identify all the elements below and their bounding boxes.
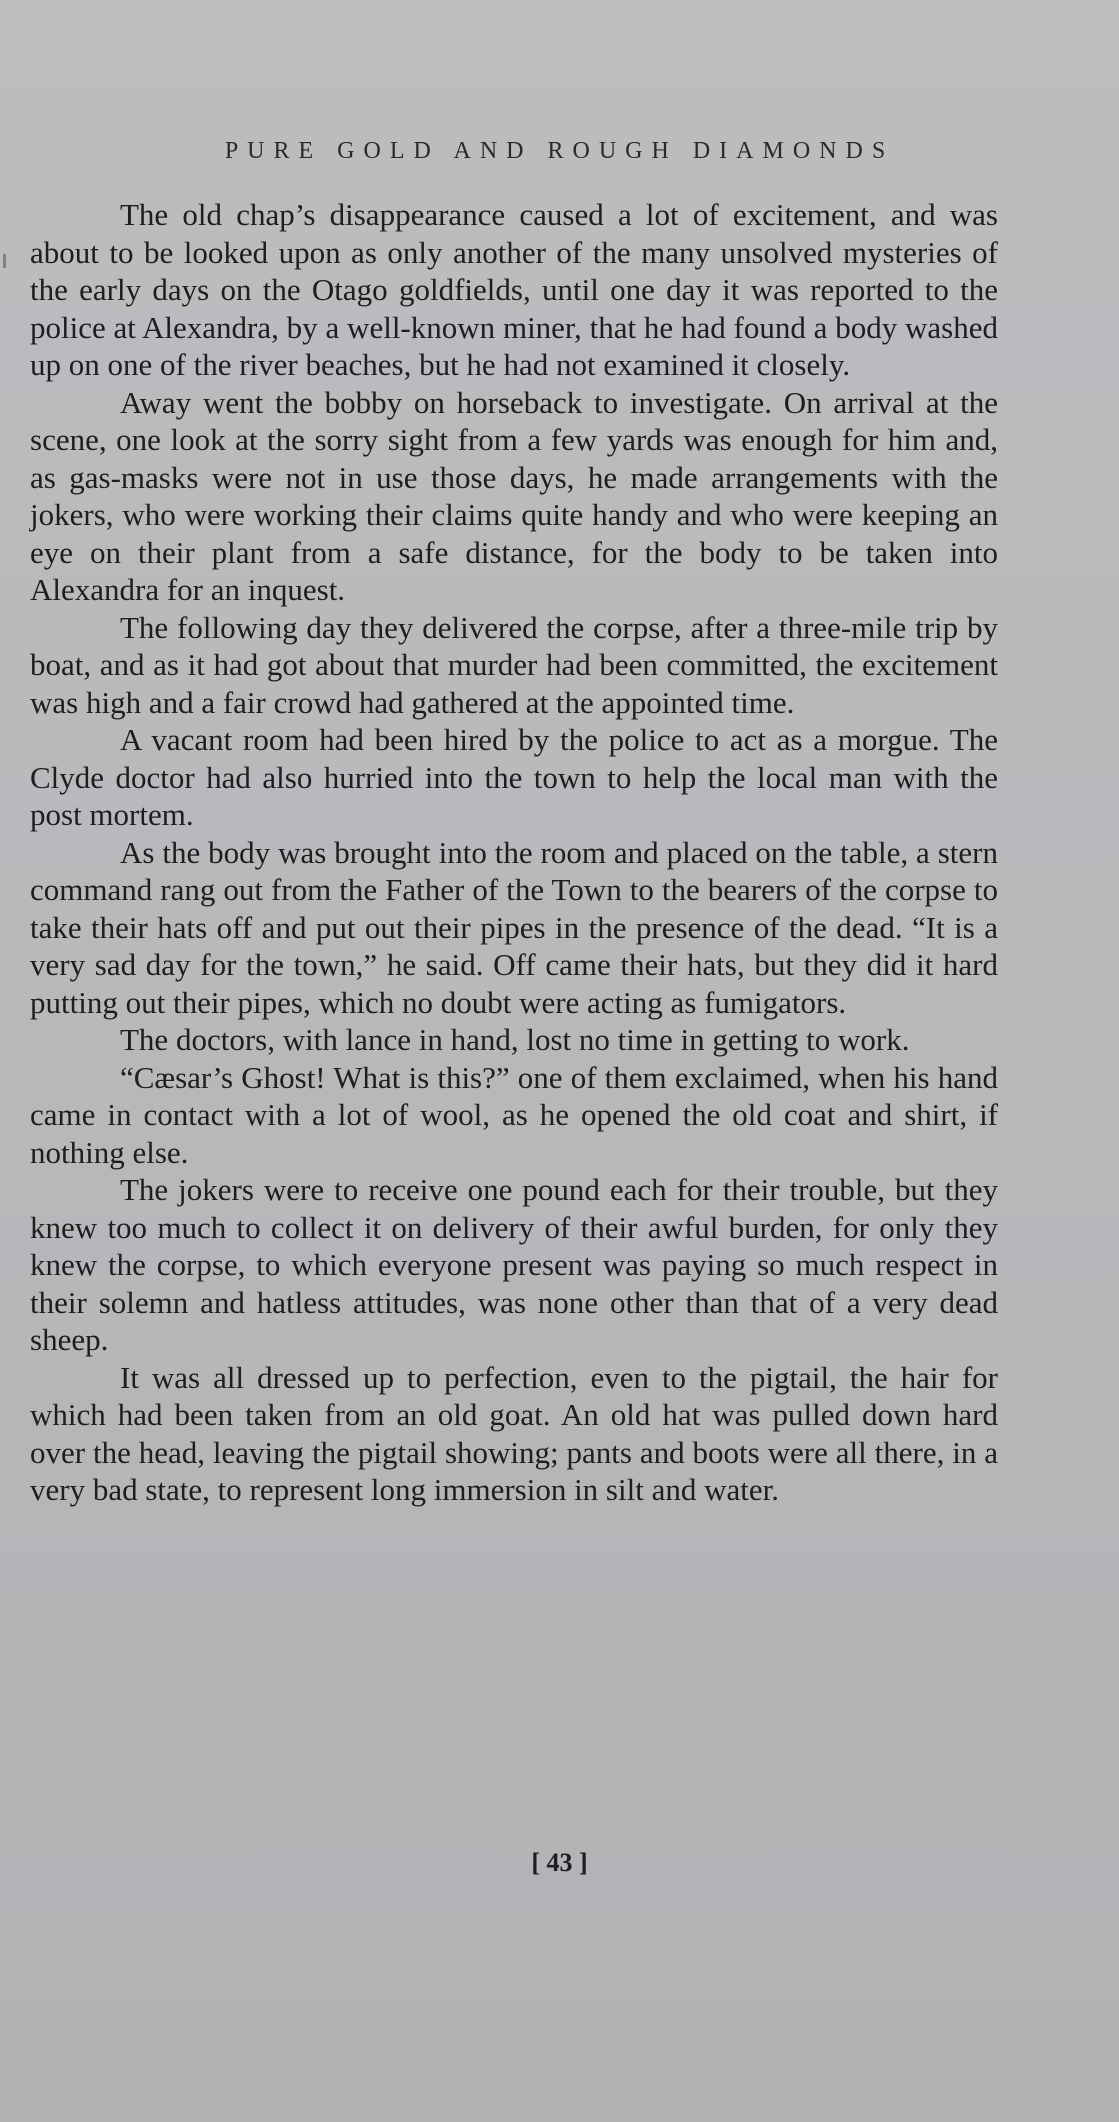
margin-mark [3, 254, 6, 268]
page-number: [ 43 ] [531, 1848, 588, 1877]
paragraph: “Cæsar’s Ghost! What is this?” one of them exclaimed, when his hand came in contact with a lot of wool, as he opened the old coat and shirt, if nothing else. [30, 1059, 998, 1170]
body-text [30, 196, 998, 1509]
paragraph: The jokers were to receive one pound each for their trouble, but they knew too much to collect it on delivery of their awful burden, for only they knew the corpse, to which everyone present was paying so much respect in their solemn and hatless attitudes, was none other than that of a very dead sheep. [30, 1172, 998, 1357]
paragraph: The following day they delivered the corpse, after a three-mile trip by boat, and as it had got about that murder had been committed, the excitement was high and a fair crowd had gathered at the appointed time. [30, 609, 998, 720]
paragraph: As the body was brought into the room and placed on the table, a stern command rang out from the Father of the Town to the bearers of the corpse to take their hats off and put out their pipes in the presence of the dead. “It is a very sad day for the town,” he said. Off came their hats, but they did it hard putting out their pipes, which no doubt were acting as fumigators. [30, 834, 998, 1020]
running-head: PURE GOLD AND ROUGH DIAMONDS [224, 138, 895, 164]
paragraph: A vacant room had been hired by the police to act as a morgue. The Clyde doctor had also hurried into the town to help the local man with the post mortem. [30, 722, 998, 832]
paragraph: The old chap’s disappearance caused a lot of excitement, and was about to be looked upon as only another of the many unsolved mysteries of the early days on the Otago goldfields, until one day it was reported to the police at Alexandra, by a well-known miner, that he had found a body washed up on one of the river beaches, but he had not examined it closely. [30, 197, 998, 382]
paragraph: The doctors, with lance in hand, lost no time in getting to work. [120, 1022, 910, 1057]
paragraph: Away went the bobby on horseback to investigate. On arrival at the scene, one look at the sorry sight from a few yards was enough for him and, as gas-masks were not in use those days, he made arrangements with the jokers, who were working their claims quite handy and who were keeping an eye on their plant from a safe distance, for the body to be taken into Alexandra for an inquest. [30, 384, 998, 607]
paragraph: It was all dressed up to perfection, even to the pigtail, the hair for which had been taken from an old goat. An old hat was pulled down hard over the head, leaving the pigtail showing; pants and boots were all there, in a very bad state, to represent long immersion in silt and water. [30, 1359, 998, 1507]
